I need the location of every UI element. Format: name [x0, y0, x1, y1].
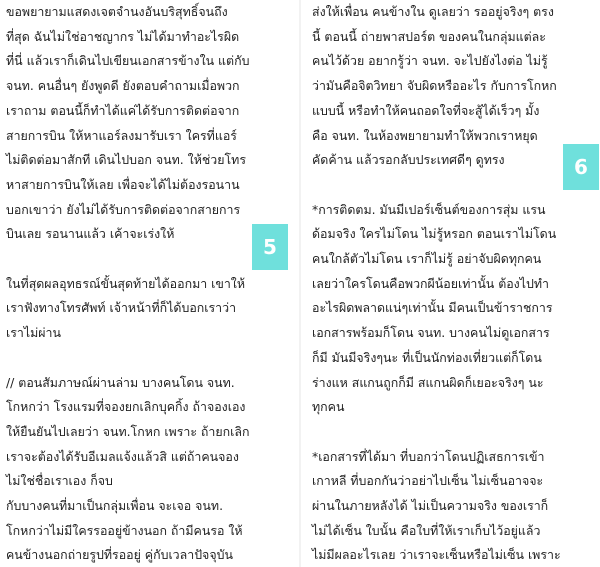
paragraph-gap	[312, 420, 592, 445]
page-number-badge-5: 5	[252, 224, 288, 270]
left-paragraph-1: ขอพยายามแสดงเจตจำนงอันบริสุทธิ์จนถึง ที่สุด ฉันไม่ใช่อาชญากร ไม่ได้มาทำอะไรผิด ที่นี่ แล้วเราก็เดินไปเขียนเอกสารข้างใน แต่กับ จนท. คนอื่นๆ ยังพูดดี ยังตอบคำถามเมื่อพวก เราถาม ตอนนี้ก็ทำได้แค่ได้รับการติดต่อจาก สายการบิน ให้หาแอร์ลงมารับเรา ใครที่แอร์ ไม่ติดต่อมาสักที เดินไปบอก จนท. ให้ช่วยโทร หาสายการบินให้เลย เพื่อจะได้ไม่ต้องรอนาน บอกเขาว่า ยังไม่ได้รับการติดต่อจากสายการ บินเลย รอนานแล้ว เค้าจะเร่งให้	[6, 4, 250, 242]
left-paragraph-3: // ตอนสัมภาษณ์ผ่านล่าม บางคนโดน จนท. โกหกว่า โรงแรมที่จองยกเลิกบุคกิ้ง ถ้าจองเอง ให้ยืนยันไปเลยว่า จนท.โกหก เพราะ ถ้ายกเลิก เราจะต้องได้รับอีเมลแจ้งแล้วสิ แต่ถ้าคนจอง ไม่ใช่ชื่อเราเอง ก็จบ กับบางคนที่มาเป็นกลุ่มเพื่อน จะเจอ จนท. โกหกว่าไม่มีใครรออยู่ข้างนอก ถ้ามีคนรอ ให้ คนข้างนอกถ่ายรูปที่รออยู่ คู่กับเวลาปัจจุบัน	[6, 374, 250, 563]
right-paragraph-2: *การติดตม. มันมีเปอร์เซ็นต์ของการสุ่ม แรน ด้อมจริง ใครไม่โดน ไม่รู้หรอก ตอนเราไม่โดน คนใกล้ตัวไม่โดน เราก็ไม่รู้ อย่าจับผิดทุกคน เลยว่าใครโดนคือพวกผีน้อยเท่านั้น ต้องไปทำ อะไรผิดพลาดแน่ๆเท่านั้น มีคนเป็นข้าราชการ เอกสารพร้อมก็โดน จนท. บางคนไม่ดูเอกสาร ก็มี มันมีจริงๆนะ ที่เป็นนักท่องเที่ยวแต่ก็โดน ร่างแห สแกนถูกก็มี สแกนผิดก็เยอะจริงๆ นะ ทุกคน	[312, 201, 557, 415]
right-paragraph-1: ส่งให้เพื่อน คนข้างใน ดูเลยว่า รออยู่จริงๆ ตรง นี้ ตอนนี้ ถ่ายพาสปอร์ต ของคนในกลุ่มแต่ละ คนไว้ด้วย อยากรู้ว่า จนท. จะไปยังไงต่อ ไม่รู้ ว่ามันคือจิตวิทยา จับผิดหรืออะไร กับการโกหก แบบนี้ หรือทำให้คนถอดใจที่จะสู้ได้เร็วๆ มั้ง คือ จนท. ในห้องพยายามทำให้พวกเราหยุด คัดค้าน แล้วรอกลับประเทศดีๆ ดูทรง	[312, 4, 557, 168]
right-text-panel	[300, 0, 600, 567]
paragraph-gap	[6, 346, 294, 371]
right-paragraph-3: *เอกสารที่ได้มา ที่บอกว่าโดนปฏิเสธการเข้า เกาหลี ที่บอกกันว่าอย่าไปเซ็น ไม่เซ็นอาจจะ ผ่านในภายหลังได้ ไม่เป็นความจริง ของเราก็ ไม่ได้เซ็น ใบนั้น คือใบที่ให้เราเก็บไว้อยู่แล้ว ไม่มีผลอะไรเลย ว่าเราจะเซ็นหรือไม่เซ็น เพราะ	[312, 448, 561, 563]
paragraph-gap	[6, 247, 294, 272]
left-paragraph-2: ในที่สุดผลอุทธรณ์ขั้นสุดท้ายได้ออกมา เขาให้ เราฟังทางโทรศัพท์ เจ้าหน้าที่ก็ได้บอกเราว่า เราไม่ผ่าน	[6, 275, 246, 341]
page-number-badge-6: 6	[563, 144, 599, 190]
paragraph-gap	[312, 173, 592, 198]
